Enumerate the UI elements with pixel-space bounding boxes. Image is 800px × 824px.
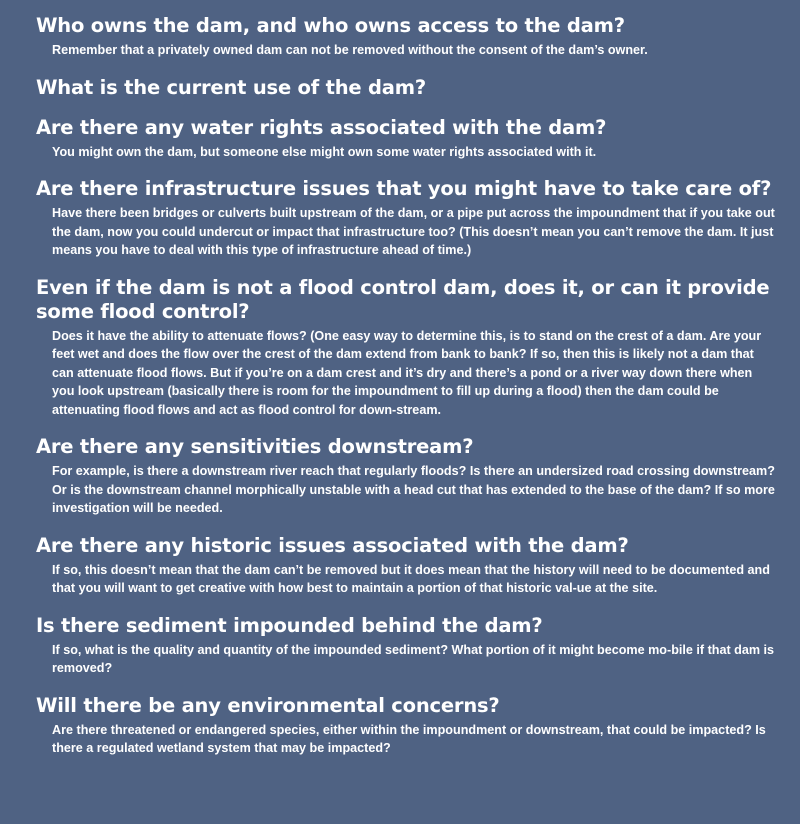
question-heading: Even if the dam is not a flood control dam, does it, or can it provide some flood control? — [36, 275, 770, 323]
question-answer: Are there threatened or endangered species, either within the impoundment or downstream, that could be impacted? Is there a regulated wetland system that may be impacted? — [52, 722, 766, 755]
question-answer: Have there been bridges or culverts built upstream of the dam, or a pipe put across the impoundment that if you take out the dam, now you could undercut or impact that infrastructure too? (This doesn’t mean you can’t remove the dam. It just means you have to deal with this type of infrastructure ahead of time.) — [52, 206, 775, 257]
question-answer: Remember that a privately owned dam can not be removed without the consent of the dam’s owner. — [52, 43, 648, 57]
question-item-water-rights — [36, 116, 776, 162]
questions-list — [36, 14, 776, 758]
question-item-historic — [36, 534, 776, 598]
question-answer: If so, what is the quality and quantity of the impounded sediment? What portion of it might become mo-bile if that dam is removed? — [52, 642, 775, 675]
question-heading: Will there be any environmental concerns? — [36, 693, 500, 717]
question-heading: Are there infrastructure issues that you might have to take care of? — [36, 177, 772, 200]
question-answer: For example, is there a downstream river reach that regularly floods? Is there an undersized road crossing downstream? Or is the downstream channel morphically unstable with a head cut that has extended to the base of the dam? If so more investigation will be needed. — [52, 464, 775, 515]
question-item-current-use — [36, 76, 776, 100]
question-heading: Are there any sensitivities downstream? — [36, 435, 474, 458]
question-item-infrastructure — [36, 177, 776, 260]
question-item-environmental — [36, 694, 776, 758]
question-answer: Does it have the ability to attenuate flows? (One easy way to determine this, is to stand on the crest of a dam. Are your feet wet and does the flow over the crest of the dam extend from bank to bank? If so, then this is likely not a dam that can attenuate flood flows. But if you’re on a dam crest and it’s dry and there’s a pond or a river way down there when you look upstream (basically there is room for the impoundment to fill up during a flood) then the dam could be attenuating flood flows and act as flood control for down-stream. — [52, 328, 762, 417]
question-item-flood-control — [36, 276, 776, 420]
question-heading: Is there sediment impounded behind the dam? — [36, 613, 543, 637]
question-item-ownership — [36, 14, 776, 60]
question-answer: You might own the dam, but someone else might own some water rights associated with it. — [52, 144, 597, 159]
question-heading: Are there any water rights associated with the dam? — [36, 115, 607, 139]
question-heading: Who owns the dam, and who owns access to the dam? — [36, 14, 625, 37]
question-answer: If so, this doesn’t mean that the dam can’t be removed but it does mean that the history will need to be documented and that you will want to get creative with how best to maintain a portion of that historic val-ue at the site. — [52, 562, 770, 595]
question-item-sediment — [36, 614, 776, 678]
question-heading: Are there any historic issues associated with the dam? — [36, 533, 629, 557]
question-item-downstream — [36, 435, 776, 518]
question-heading: What is the current use of the dam? — [36, 75, 426, 99]
